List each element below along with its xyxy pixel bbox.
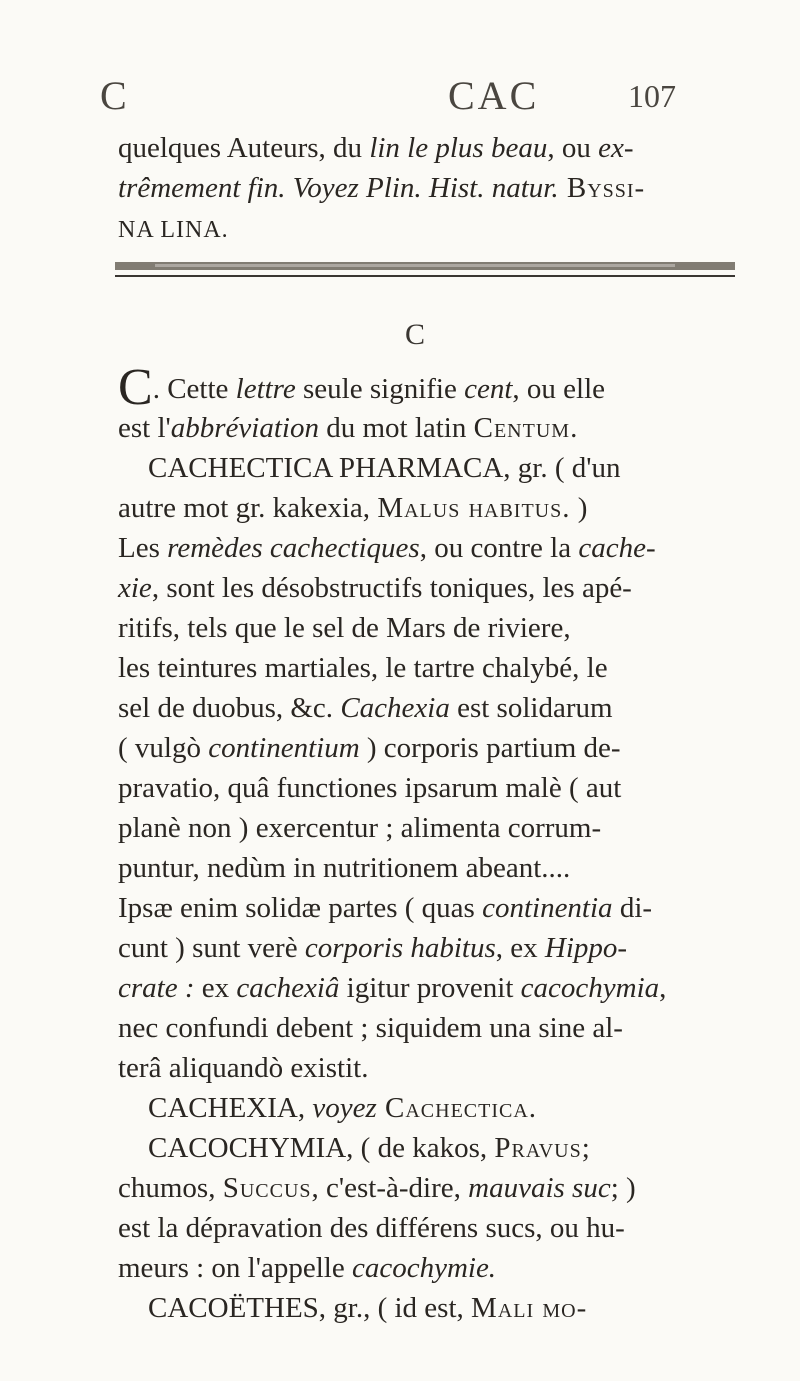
italic-run: voyez: [312, 1092, 377, 1124]
italic-run: xie: [118, 572, 152, 604]
entry-cachectica-headword-line: [118, 448, 738, 488]
text-line: [118, 528, 738, 568]
text-run: autre mot gr. kakexia,: [118, 492, 378, 524]
italic-run: Voyez Plin. Hist. natur.: [292, 172, 559, 204]
text-line: autre mot gr. kakexia, Malus habitus. ): [118, 492, 588, 524]
smallcaps-run: Byssi-: [558, 172, 646, 204]
text-line: [118, 1168, 738, 1208]
text-line: [118, 768, 738, 808]
italic-run: cachexiâ: [236, 972, 340, 1004]
text-run: les teintures martiales, le tartre chalybé, le: [118, 652, 608, 684]
text-run: [286, 172, 293, 204]
cross-reference: Cachectica.: [376, 1092, 538, 1124]
text-run: ( vulgò: [118, 732, 209, 764]
italic-run: continentia: [482, 892, 613, 924]
text-run: , ou: [547, 132, 599, 164]
text-run: Les: [118, 532, 168, 564]
smallcaps-run: Pravus: [494, 1132, 582, 1164]
text-line: [118, 608, 738, 648]
italic-run: Cachexia: [340, 692, 450, 724]
text-line: [118, 688, 738, 728]
text-run: ; ): [610, 1172, 636, 1204]
text-run: ex: [194, 972, 237, 1004]
text-run: Ipsæ enim solidæ partes ( quas: [118, 892, 483, 924]
italic-run: crate :: [118, 972, 195, 1004]
text-run: est la dépravation des différens sucs, ou hu-: [118, 1212, 625, 1244]
italic-run: lin le plus beau: [369, 132, 548, 164]
text-line: [118, 1048, 738, 1088]
entry-c-line-1: [118, 359, 738, 416]
text-run: ) corporis partium de-: [359, 732, 621, 764]
entry-cacochymia-headword-line: [118, 1128, 738, 1168]
text-run: planè non ) exercentur ; alimenta corrum-: [118, 812, 602, 844]
text-run: CACOËTHES, gr., ( id est,: [148, 1292, 472, 1324]
italic-run: continentium: [208, 732, 360, 764]
italic-run: mauvais suc: [468, 1172, 611, 1204]
page-number: 107: [628, 78, 676, 114]
text-line: [118, 888, 738, 928]
running-head-section: CAC: [448, 73, 540, 118]
text-run: sel de duobus, &c.: [118, 692, 341, 724]
italic-run: cache-: [578, 532, 656, 564]
italic-run: ex-: [598, 132, 634, 164]
italic-run: corporis habitus: [304, 932, 496, 964]
smallcaps-run: Centum.: [473, 412, 579, 444]
text-line: [118, 648, 738, 688]
text-run: CACOCHYMIA, ( de kakos,: [148, 1132, 495, 1164]
italic-run: cacochymie.: [351, 1252, 497, 1284]
text-run: ,: [659, 972, 667, 1004]
section-divider-ornament: [115, 262, 735, 282]
text-line: [118, 808, 738, 848]
italic-run: abbréviation: [170, 412, 319, 444]
text-run: puntur, nedùm in nutritionem abeant....: [118, 852, 571, 884]
text-run: terâ aliquandò existit.: [118, 1052, 369, 1084]
text-run: igitur provenit: [339, 972, 521, 1004]
text-run: . Cette: [152, 373, 236, 405]
text-run: chumos,: [118, 1172, 223, 1204]
dictionary-body: [118, 359, 738, 1328]
text-line: [118, 1248, 738, 1288]
text-run: di-: [612, 892, 653, 924]
text-run: est solidarum: [449, 692, 613, 724]
text-run: est l': [118, 412, 171, 444]
text-run: , ou contre la: [419, 532, 579, 564]
text-line: [118, 168, 738, 208]
text-run: , c'est-à-dire,: [311, 1172, 469, 1204]
italic-run: remèdes cachectiques: [167, 532, 420, 564]
running-head-left-letter: C: [100, 73, 127, 118]
text-run: quelques Auteurs, du: [118, 132, 370, 164]
text-run: , sont les désobstructifs toniques, les apé-: [151, 572, 632, 604]
text-line: [118, 128, 738, 168]
text-run: nec confundi debent ; siquidem una sine al-: [118, 1012, 623, 1044]
text-run: seule signifie: [295, 373, 465, 405]
smallcaps-run: Malus habitus.: [377, 492, 571, 524]
entry-c-line-2: [118, 408, 738, 448]
italic-run: lettre: [235, 373, 296, 405]
text-line: [118, 928, 738, 968]
running-head: [0, 72, 800, 122]
text-line: [118, 968, 738, 1008]
text-run: , ex: [495, 932, 545, 964]
italic-run: cent: [464, 373, 513, 405]
text-run: du mot latin: [318, 412, 474, 444]
drop-capital: C: [118, 359, 153, 416]
text-line: [118, 848, 738, 888]
entry-cachexia-line: [118, 1088, 738, 1128]
text-run: meurs : on l'appelle: [118, 1252, 352, 1284]
text-run: CACHECTICA PHARMACA, gr. ( d'un: [148, 452, 621, 484]
text-line: [118, 208, 738, 248]
headword: CACHEXIA,: [148, 1092, 313, 1124]
section-heading-letter: C: [405, 318, 426, 351]
italic-run: trêmement fin.: [118, 172, 286, 204]
text-run: , ou elle: [512, 373, 606, 405]
text-line: [118, 568, 738, 608]
text-run: ritifs, tels que le sel de Mars de riviere,: [118, 612, 571, 644]
entry-cacoethes-headword-line: [118, 1288, 738, 1328]
text-line: [118, 1008, 738, 1048]
text-run: pravatio, quâ functiones ipsarum malè ( aut: [118, 772, 622, 804]
top-paragraph: [118, 128, 738, 248]
italic-run: cacochymia: [520, 972, 660, 1004]
italic-run: Hippo-: [544, 932, 628, 964]
smallcaps-run: Mali mo-: [471, 1292, 588, 1324]
text-run: cunt ) sunt verè: [118, 932, 305, 964]
smallcaps-run: NA LINA.: [118, 217, 229, 243]
text-line: [118, 1208, 738, 1248]
smallcaps-run: Succus: [222, 1172, 312, 1204]
text-line: [118, 728, 738, 768]
text-run: ;: [581, 1132, 590, 1164]
